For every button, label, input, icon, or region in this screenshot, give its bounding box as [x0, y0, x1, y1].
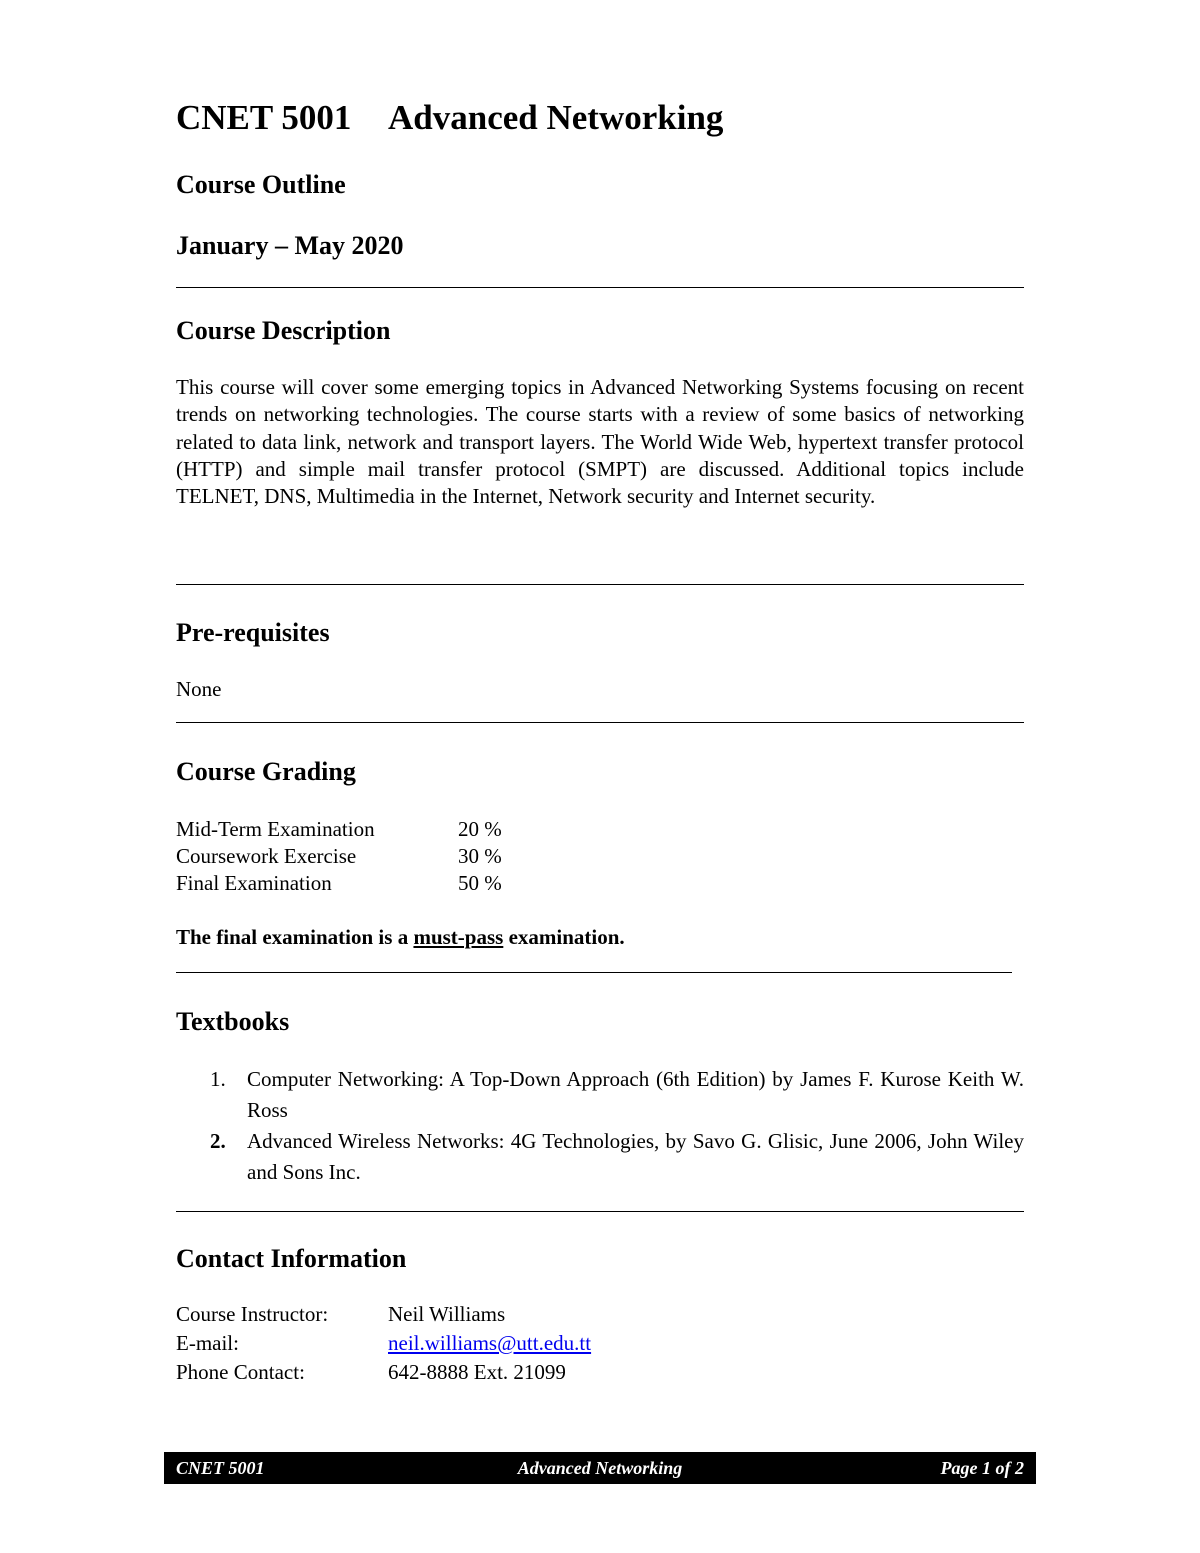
contact-heading: Contact Information — [176, 1244, 407, 1273]
textbook-number: 2. — [210, 1129, 226, 1153]
textbooks-heading: Textbooks — [176, 1007, 290, 1036]
divider — [176, 722, 1024, 723]
grading-item-value: 30 % — [458, 844, 502, 868]
grading-item-name: Coursework Exercise — [176, 844, 357, 868]
outline-label: Course Outline — [176, 170, 346, 199]
divider — [176, 972, 1012, 973]
note-emphasis: must-pass — [413, 925, 504, 949]
instructor-name: Neil Williams — [388, 1302, 506, 1326]
grading-item-value: 50 % — [458, 871, 502, 895]
contact-row — [176, 1360, 566, 1385]
divider — [176, 1211, 1024, 1212]
term-label: January – May 2020 — [176, 231, 404, 260]
grading-item-value: 20 % — [458, 817, 502, 841]
note-suffix: examination. — [503, 925, 625, 949]
textbook-item — [210, 1064, 1024, 1125]
contact-row — [176, 1331, 591, 1356]
grading-item-name: Final Examination — [176, 871, 332, 895]
grading-row — [176, 871, 502, 896]
textbook-item — [210, 1126, 1024, 1187]
grading-item-name: Mid-Term Examination — [176, 817, 375, 841]
footer-course-code: CNET 5001 — [176, 1458, 265, 1478]
contact-label: Course Instructor: — [176, 1302, 329, 1326]
divider — [176, 287, 1024, 288]
contact-label: E-mail: — [176, 1331, 239, 1355]
prerequisites-heading: Pre-requisites — [176, 618, 330, 647]
contact-label: Phone Contact: — [176, 1360, 305, 1384]
email-link[interactable]: neil.williams@utt.edu.tt — [388, 1331, 592, 1355]
course-name: Advanced Networking — [388, 98, 724, 137]
note-prefix: The final examination is a — [176, 925, 414, 949]
must-pass-note — [176, 925, 625, 950]
divider — [176, 584, 1024, 585]
prerequisites-text: None — [176, 677, 222, 701]
description-text: This course will cover some emerging topics in Advanced Networking Systems focusing on recent trends on networking technologies. The course starts with a review of some basics of networking related to data link, network and transport layers. The World Wide Web, hypertext transfer protocol (HTTP) and simple mail transfer protocol (SMPT) are discussed. Additional topics include TELNET, DNS, Multimedia in the Internet, Network security and Internet security. — [176, 375, 1024, 509]
textbook-text: Computer Networking: A Top-Down Approach (6th Edition) by James F. Kurose Keith W. Ross — [247, 1067, 1024, 1122]
grading-heading: Course Grading — [176, 757, 356, 786]
grading-row — [176, 844, 502, 869]
page-title — [176, 98, 723, 138]
page-footer — [164, 1452, 1036, 1484]
contact-row — [176, 1302, 505, 1327]
grading-row — [176, 817, 502, 842]
course-code: CNET 5001 — [176, 98, 352, 137]
phone-number: 642-8888 Ext. 21099 — [388, 1360, 566, 1384]
textbook-number: 1. — [210, 1067, 226, 1091]
description-heading: Course Description — [176, 316, 391, 345]
footer-course-name: Advanced Networking — [517, 1458, 683, 1478]
textbook-text: Advanced Wireless Networks: 4G Technologies, by Savo G. Glisic, June 2006, John Wiley and Sons Inc. — [247, 1129, 1024, 1184]
footer-page-number: Page 1 of 2 — [940, 1458, 1024, 1478]
